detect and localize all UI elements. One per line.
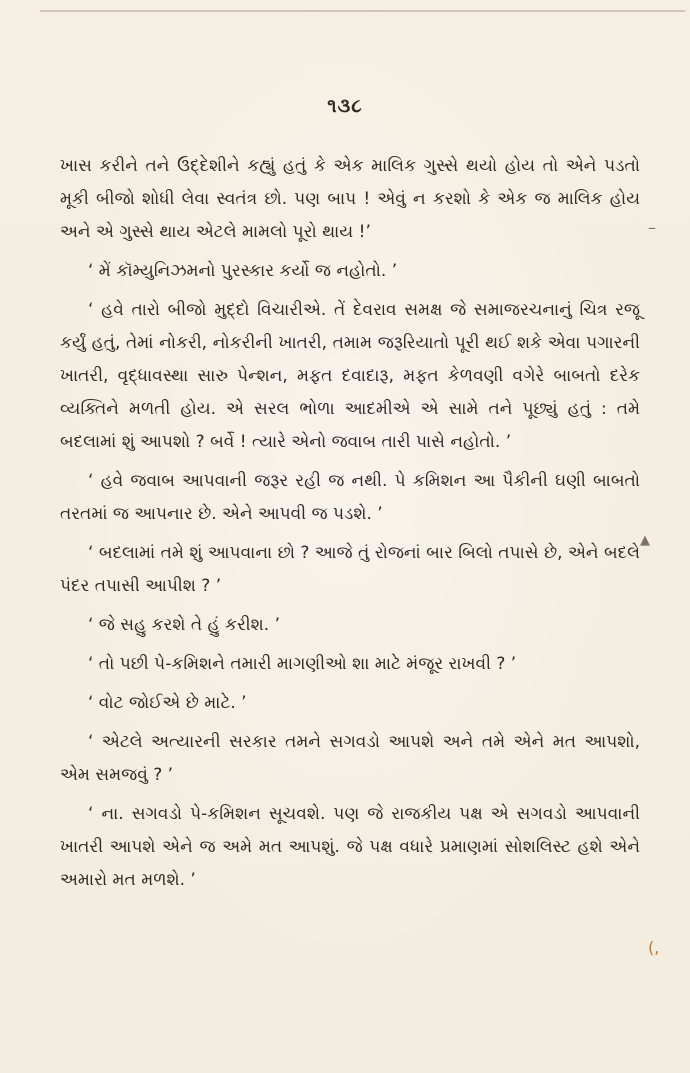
margin-dash-mark: – <box>648 218 656 237</box>
margin-pencil-tick: (, <box>648 938 660 957</box>
paragraph-5: ‘ બદલામાં તમે શું આપવાના છો ? આજે તું રોજનાં બાર બિલો તપાસે છે, એને બદલે પંદર તપાસી આપીશ ? ’ <box>60 543 640 596</box>
margin-arrow-icon: ▲ <box>640 533 650 548</box>
body-text <box>60 150 640 897</box>
paragraph-2: ‘ મેં કૉમ્યુનિઝમનો પુરસ્કાર કર્યો જ નહોતો. ’ <box>88 261 398 281</box>
top-edge-rule <box>40 10 685 12</box>
paragraph-10: ‘ ના. સગવડો પે-કમિશન સૂચવશે. પણ જે રાજકીય પક્ષ એ સગવડો આપવાની ખાતરી આપશે એને જ અમે મત આપશું. જે પક્ષ વધારે પ્રમાણમાં સોશલિસ્ટ હશે એને અમારો મત મળશે. ’ <box>60 804 640 890</box>
page-number: ૧૩૮ <box>327 95 363 117</box>
paragraph-4: ‘ હવે જવાબ આપવાની જરૂર રહી જ નથી. પે કમિશન આ પૈકીની ઘણી બાબતો તરતમાં જ આપનાર છે. એને આપવી જ પડશે. ’ <box>60 471 640 524</box>
paragraph-7: ‘ તો પછી પે-કમિશને તમારી માગણીઓ શા માટે મંજૂર રાખવી ? ’ <box>88 654 517 674</box>
paragraph-9: ‘ એટલે અત્યારની સરકાર તમને સગવડો આપશે અને તમે એને મત આપશો, એમ સમજવું ? ’ <box>60 732 640 785</box>
paragraph-8: ‘ વોટ જોઈએ છે માટે. ’ <box>88 693 247 713</box>
paragraph-6: ‘ જે સહુ કરશે તે હું કરીશ. ’ <box>88 615 280 635</box>
paragraph-3: ‘ હવે તારો બીજો મુદ્દો વિચારીએ. તેં દેવરાવ સમક્ષ જે સમાજરચનાનું ચિત્ર રજૂ કર્યું હતું, તેમાં નોકરી, નોકરીની ખાતરી, તમામ જરૂરિયાતો પૂરી થઈ શકે એવા પગારની ખાતરી, વૃદ્ધાવસ્થા સારુ પેન્શન, મફત દવાદારૂ, મફત કેળવણી વગેરે બાબતો દરેક વ્યક્તિને મળતી હોય. એ સરલ ભોળા આદમીએ એ સામે તને પૂછ્યું હતું : તમે બદલામાં શું આપશો ? બર્વે ! ત્યારે એનો જવાબ તારી પાસે નહોતો. ’ <box>60 300 640 452</box>
paragraph-1: ખાસ કરીને તને ઉદ્દેશીને કહ્યું હતું કે એક માલિક ગુસ્સે થયો હોય તો એને પડતો મૂકી બીજો શોધી લેવા સ્વતંત્ર છો. પણ બાપ ! એવું ન કરશો કે એક જ માલિક હોય અને એ ગુસ્સે થાય એટલે મામલો પૂરો થાય !’ <box>60 156 640 242</box>
